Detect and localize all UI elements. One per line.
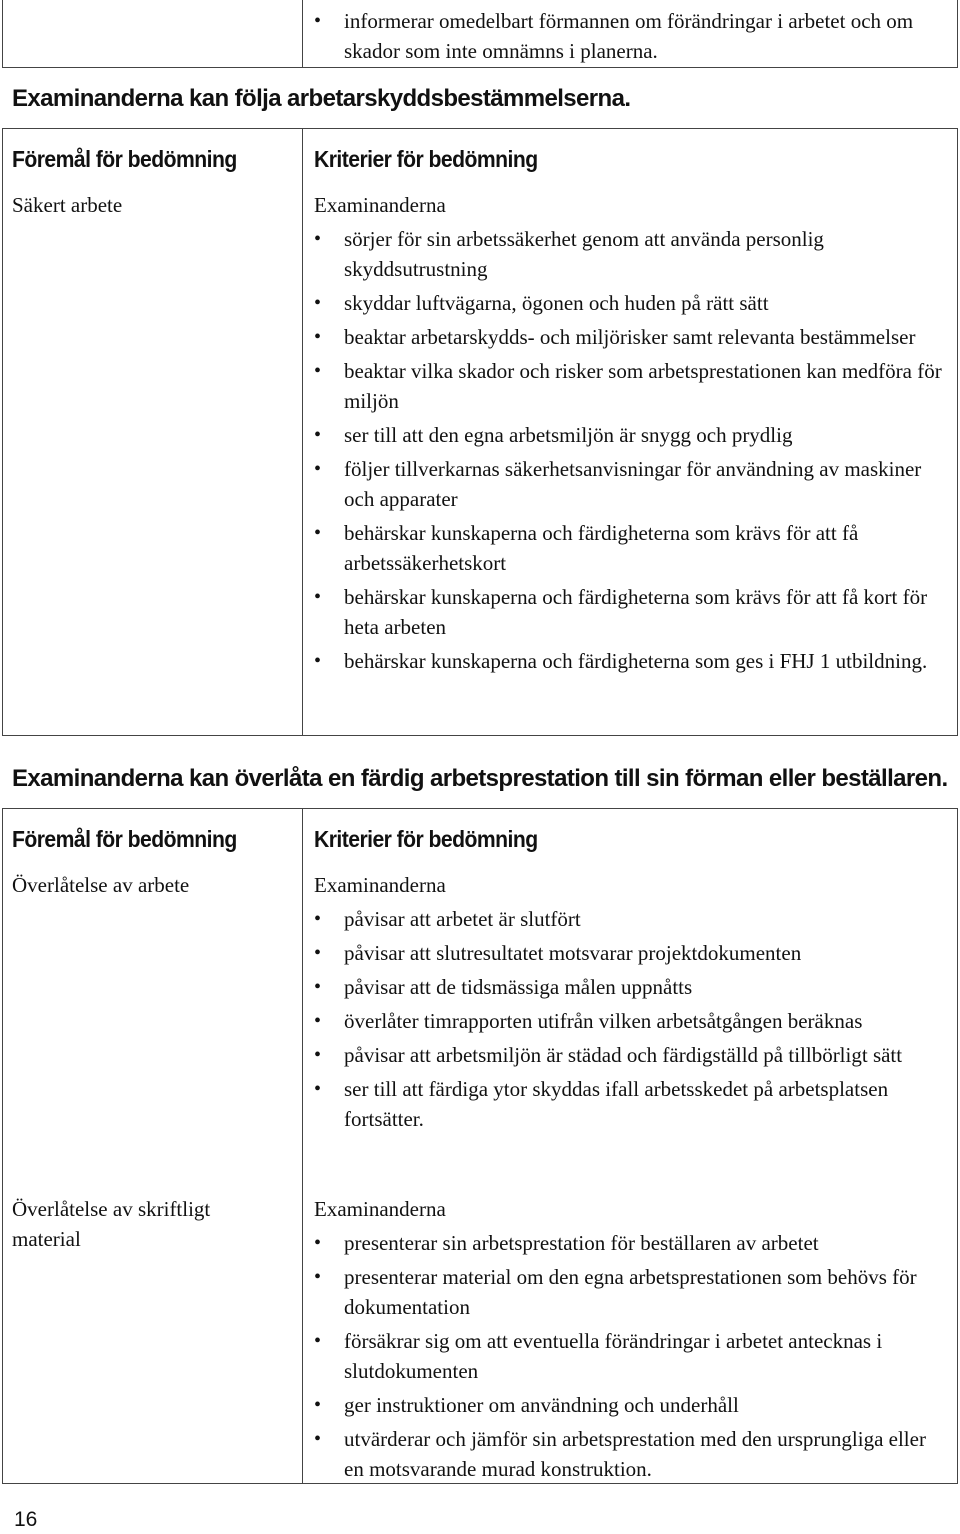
top-bullet-list: [314, 6, 944, 66]
section-2-row-2-criteria: [314, 1194, 944, 1488]
section-2-row-1-bullets: [314, 904, 944, 1134]
list-item: • utvärderar och jämför sin arbetsprestation med den ursprungliga eller en motsvarande murad konstruktion.: [314, 1424, 944, 1484]
section-2-heading: Examinanderna kan överlåta en färdig arbetsprestation till sin förman eller beställaren.: [12, 765, 948, 792]
list-item: • beaktar vilka skador och risker som arbetsprestationen kan medföra för miljön: [314, 356, 944, 416]
top-criteria-cell: [314, 6, 944, 70]
list-item: • behärskar kunskaperna och färdigheterna som ges i FHJ 1 utbildning.: [314, 646, 944, 676]
section-1-row-1-subject: Säkert arbete: [12, 193, 123, 217]
section-2-row-1-criteria: [314, 870, 944, 1138]
list-item: • skyddar luftvägarna, ögonen och huden på rätt sätt: [314, 288, 944, 318]
list-item: • behärskar kunskaperna och färdigheterna som krävs för att få kort för heta arbeten: [314, 582, 944, 642]
list-item: • påvisar att arbetsmiljön är städad och färdigställd på tillbörligt sätt: [314, 1040, 944, 1070]
list-item: • sörjer för sin arbetssäkerhet genom att använda personlig skyddsutrustning: [314, 224, 944, 284]
list-item: • försäkrar sig om att eventuella förändringar i arbetet antecknas i slutdokumenten: [314, 1326, 944, 1386]
list-item: • beaktar arbetarskydds- och miljörisker samt relevanta bestämmelser: [314, 322, 944, 352]
list-item: • följer tillverkarnas säkerhetsanvisningar för användning av maskiner och apparater: [314, 454, 944, 514]
section-2-row-2-bullets: [314, 1228, 944, 1484]
section-1-row-1-intro: Examinanderna: [314, 193, 446, 217]
list-item: • presenterar sin arbetsprestation för beställaren av arbetet: [314, 1228, 944, 1258]
list-item: • ser till att färdiga ytor skyddas ifall arbetsskedet på arbetsplatsen fortsätter.: [314, 1074, 944, 1134]
list-item: • överlåter timrapporten utifrån vilken arbetsåtgången beräknas: [314, 1006, 944, 1036]
list-item: • ger instruktioner om användning och underhåll: [314, 1390, 944, 1420]
section-1-col-divider: [302, 128, 303, 736]
section-1-col-criteria: Kriterier för bedömning: [314, 146, 538, 172]
list-item: • påvisar att de tidsmässiga målen uppnåtts: [314, 972, 944, 1002]
section-2-row-2-intro: Examinanderna: [314, 1197, 446, 1221]
section-2-col-subject: Föremål för bedömning: [12, 826, 237, 852]
list-item: • påvisar att slutresultatet motsvarar projektdokumenten: [314, 938, 944, 968]
section-2-col-divider: [302, 808, 303, 1484]
page-number: 16: [14, 1508, 38, 1531]
section-1-row-1-bullets: [314, 224, 944, 676]
list-item: • presenterar material om den egna arbetsprestationen som behövs för dokumentation: [314, 1262, 944, 1322]
list-item: • behärskar kunskaperna och färdigheterna som krävs för att få arbetssäkerhetskort: [314, 518, 944, 578]
section-1-row-1-criteria: [314, 190, 944, 680]
section-2-col-criteria: Kriterier för bedömning: [314, 826, 538, 852]
section-1-heading: Examinanderna kan följa arbetarskyddsbestämmelserna.: [12, 85, 631, 112]
list-item: • ser till att den egna arbetsmiljön är snygg och prydlig: [314, 420, 944, 450]
section-2-row-1-intro: Examinanderna: [314, 873, 446, 897]
section-1-col-subject: Föremål för bedömning: [12, 146, 237, 172]
top-table-divider: [302, 0, 303, 68]
section-2-row-1-subject: Överlåtelse av arbete: [12, 873, 190, 897]
section-2-row-2-subject: Överlåtelse av skriftligt material: [12, 1197, 211, 1251]
list-item: • påvisar att arbetet är slutfört: [314, 904, 944, 934]
top-bullet-item: • informerar omedelbart förmannen om förändringar i arbetet och om skador som inte omnämns i planerna.: [314, 6, 944, 66]
